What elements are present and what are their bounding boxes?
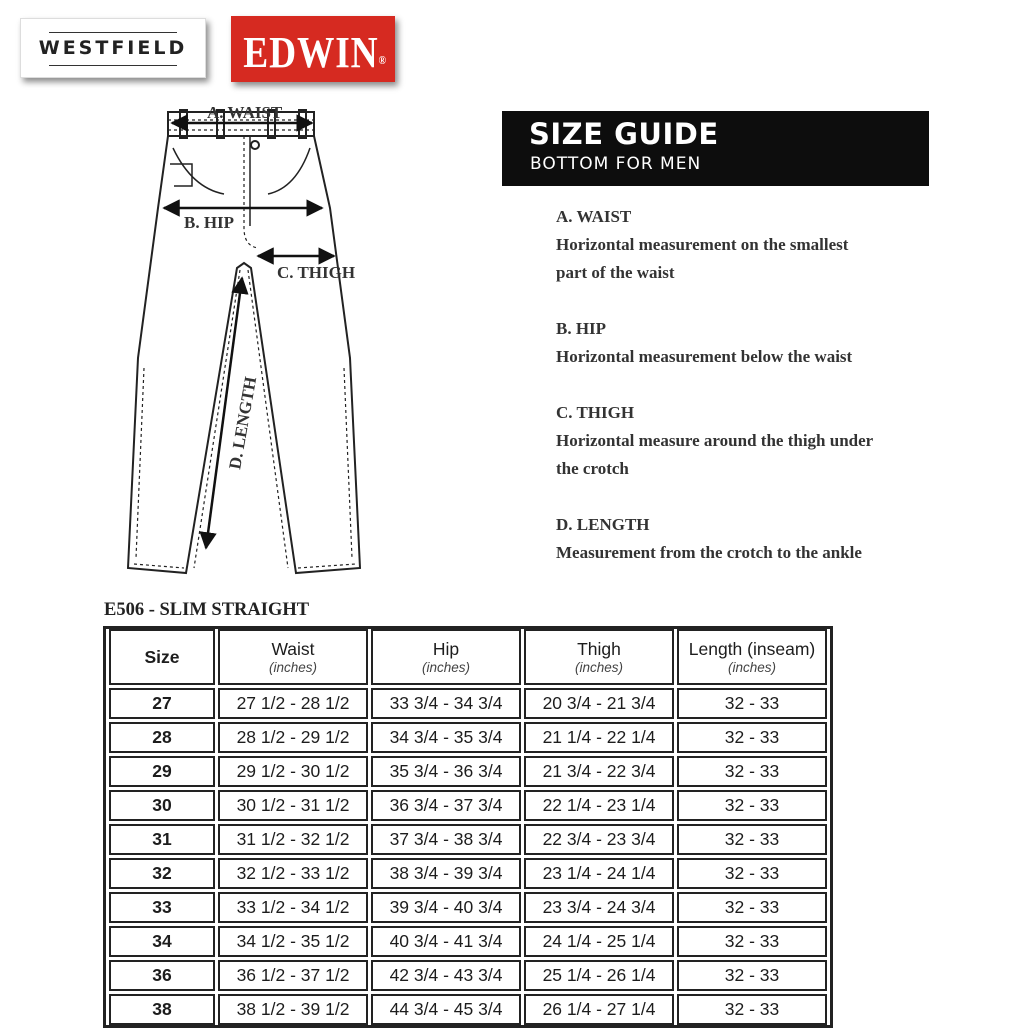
cell-size: 38	[109, 994, 215, 1025]
definition-text: Horizontal measurement below the waist	[556, 347, 853, 366]
waist-label: A. WAIST	[207, 103, 283, 122]
jeans-diagram	[100, 98, 400, 588]
cell-size: 29	[109, 756, 215, 787]
table-body	[109, 685, 827, 1025]
cell-waist: 38 1/2 - 39 1/2	[218, 994, 368, 1025]
header-unit: (inches)	[421, 660, 470, 675]
cell-length: 32 - 33	[677, 790, 827, 821]
jeans-outline	[128, 110, 360, 573]
definition-heading: A. WAIST	[556, 207, 632, 226]
cell-thigh: 23 1/4 - 24 1/4	[524, 858, 674, 889]
cell-hip: 33 3/4 - 34 3/4	[371, 688, 521, 719]
table-row	[109, 994, 827, 1025]
cell-length: 32 - 33	[677, 858, 827, 889]
registered-mark: ®	[378, 53, 387, 67]
cell-thigh: 25 1/4 - 26 1/4	[524, 960, 674, 991]
cell-hip: 44 3/4 - 45 3/4	[371, 994, 521, 1025]
cell-thigh: 22 3/4 - 23 3/4	[524, 824, 674, 855]
page-title: SIZE GUIDE	[529, 117, 719, 151]
cell-size: 31	[109, 824, 215, 855]
thigh-label: C. THIGH	[277, 263, 356, 282]
cell-hip: 35 3/4 - 36 3/4	[371, 756, 521, 787]
header-unit: (inches)	[574, 660, 623, 675]
header-size	[109, 629, 215, 685]
header-waist	[218, 629, 368, 685]
cell-size: 36	[109, 960, 215, 991]
cell-thigh: 26 1/4 - 27 1/4	[524, 994, 674, 1025]
cell-size: 32	[109, 858, 215, 889]
header-unit: (inches)	[268, 660, 317, 675]
cell-hip: 37 3/4 - 38 3/4	[371, 824, 521, 855]
cell-size: 34	[109, 926, 215, 957]
cell-thigh: 21 3/4 - 22 3/4	[524, 756, 674, 787]
cell-waist: 29 1/2 - 30 1/2	[218, 756, 368, 787]
cell-thigh: 23 3/4 - 24 3/4	[524, 892, 674, 923]
definition-text: Measurement from the crotch to the ankle	[556, 543, 862, 562]
cell-length: 32 - 33	[677, 892, 827, 923]
logo-rule-bottom	[49, 65, 177, 66]
cell-waist: 27 1/2 - 28 1/2	[218, 688, 368, 719]
table-row	[109, 790, 827, 821]
table-row	[109, 756, 827, 787]
edwin-logo-word: EDWIN	[243, 28, 379, 77]
table-row	[109, 688, 827, 719]
table-row	[109, 960, 827, 991]
cell-size: 27	[109, 688, 215, 719]
hip-label: B. HIP	[184, 213, 235, 232]
cell-thigh: 24 1/4 - 25 1/4	[524, 926, 674, 957]
header-hip	[371, 629, 521, 685]
cell-size: 28	[109, 722, 215, 753]
cell-waist: 33 1/2 - 34 1/2	[218, 892, 368, 923]
header-thigh	[524, 629, 674, 685]
table-header-row	[109, 629, 827, 685]
definition-text: Horizontal measurement on the smallest	[556, 235, 849, 254]
cell-thigh: 20 3/4 - 21 3/4	[524, 688, 674, 719]
cell-hip: 39 3/4 - 40 3/4	[371, 892, 521, 923]
cell-hip: 38 3/4 - 39 3/4	[371, 858, 521, 889]
cell-waist: 31 1/2 - 32 1/2	[218, 824, 368, 855]
header-label: Hip	[432, 639, 460, 659]
cell-length: 32 - 33	[677, 722, 827, 753]
cell-waist: 28 1/2 - 29 1/2	[218, 722, 368, 753]
definition-thigh	[556, 399, 976, 483]
definition-heading: D. LENGTH	[556, 515, 650, 534]
cell-size: 33	[109, 892, 215, 923]
header-label: Size	[144, 646, 180, 667]
definition-waist	[556, 203, 976, 287]
header-unit: (inches)	[727, 660, 776, 675]
cell-length: 32 - 33	[677, 960, 827, 991]
table-title: E506 - SLIM STRAIGHT	[104, 600, 310, 620]
header-length	[677, 629, 827, 685]
cell-waist: 30 1/2 - 31 1/2	[218, 790, 368, 821]
cell-hip: 34 3/4 - 35 3/4	[371, 722, 521, 753]
definition-heading: C. THIGH	[556, 403, 635, 422]
length-label: D. LENGTH	[225, 375, 261, 471]
measurement-definitions	[556, 203, 976, 595]
cell-waist: 34 1/2 - 35 1/2	[218, 926, 368, 957]
definition-text: part of the waist	[556, 263, 675, 282]
cell-hip: 42 3/4 - 43 3/4	[371, 960, 521, 991]
westfield-logo	[20, 18, 206, 78]
table-row	[109, 926, 827, 957]
definition-text: Horizontal measure around the thigh under	[556, 431, 874, 450]
cell-waist: 36 1/2 - 37 1/2	[218, 960, 368, 991]
table-row	[109, 892, 827, 923]
cell-length: 32 - 33	[677, 994, 827, 1025]
definition-text: the crotch	[556, 459, 629, 478]
logo-rule-top	[49, 32, 177, 33]
table-row	[109, 858, 827, 889]
header-label: Waist	[271, 639, 315, 659]
edwin-logo-text	[243, 27, 387, 78]
size-table	[103, 626, 833, 1028]
table-row	[109, 722, 827, 753]
size-guide-header	[502, 111, 929, 186]
header-label: Length (inseam)	[688, 639, 816, 659]
definition-length	[556, 511, 976, 567]
cell-thigh: 21 1/4 - 22 1/4	[524, 722, 674, 753]
cell-hip: 36 3/4 - 37 3/4	[371, 790, 521, 821]
definition-hip	[556, 315, 976, 371]
cell-waist: 32 1/2 - 33 1/2	[218, 858, 368, 889]
header-label: Thigh	[577, 639, 621, 659]
westfield-logo-text: WESTFIELD	[38, 37, 188, 59]
cell-hip: 40 3/4 - 41 3/4	[371, 926, 521, 957]
table-row	[109, 824, 827, 855]
cell-length: 32 - 33	[677, 926, 827, 957]
cell-length: 32 - 33	[677, 756, 827, 787]
cell-size: 30	[109, 790, 215, 821]
cell-length: 32 - 33	[677, 688, 827, 719]
edwin-logo	[231, 16, 395, 82]
cell-length: 32 - 33	[677, 824, 827, 855]
cell-thigh: 22 1/4 - 23 1/4	[524, 790, 674, 821]
page-subtitle: BOTTOM FOR MEN	[530, 154, 702, 174]
definition-heading: B. HIP	[556, 319, 607, 338]
